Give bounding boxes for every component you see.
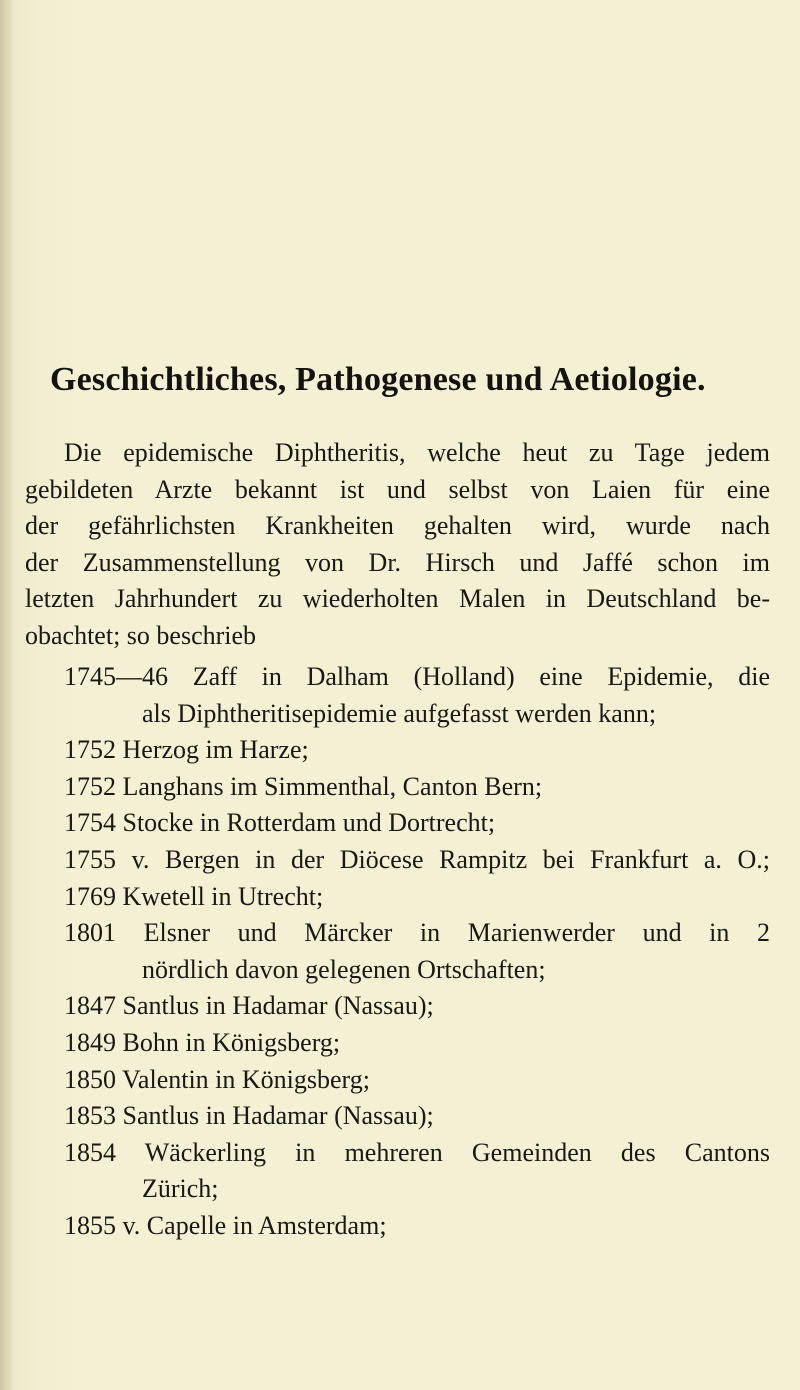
list-item	[64, 1062, 770, 1099]
entry-continuation: Zürich;	[142, 1174, 219, 1204]
page-binding-edge	[0, 0, 14, 1390]
entry-text: 1855 v. Capelle in Amsterdam;	[64, 1210, 387, 1240]
paragraph-line: der gefährlichsten Krankheiten gehalten wird, wurde nach	[25, 511, 770, 540]
entry-text: 1754 Stocke in Rotterdam und Dortrecht;	[64, 808, 496, 838]
list-item	[64, 805, 770, 842]
entry-continuation: als Diphtheritisepidemie aufgefasst werden kann;	[142, 698, 657, 728]
entry-text: 1854 Wäckerling in mehreren Gemeinden des Cantons	[64, 1137, 770, 1167]
list-item	[64, 915, 770, 988]
list-item	[64, 732, 770, 769]
paragraph-line: gebildeten Arzte bekannt ist und selbst von Laien für eine	[25, 474, 770, 504]
list-item	[64, 1135, 770, 1208]
entry-text: 1847 Santlus in Hadamar (Nassau);	[64, 991, 434, 1021]
entry-text: 1853 Santlus in Hadamar (Nassau);	[64, 1101, 434, 1131]
entry-text: 1850 Valentin in Königsberg;	[64, 1064, 370, 1094]
entry-text: 1801 Elsner und Märcker in Marienwerder und in 2	[64, 918, 770, 948]
section-heading: Geschichtliches, Pathogenese und Aetiologie.	[50, 361, 706, 398]
entry-text: 1752 Herzog im Harze;	[64, 735, 309, 765]
epidemic-chronology-list	[64, 659, 770, 1245]
list-item	[64, 659, 770, 732]
paragraph-line: der Zusammenstellung von Dr. Hirsch und Jaffé schon im	[25, 547, 770, 577]
paragraph-line: Die epidemische Diphtheritis, welche heut zu Tage jedem	[64, 438, 770, 467]
intro-paragraph	[25, 435, 770, 654]
paragraph-line: obachtet; so beschrieb	[25, 620, 257, 650]
list-item	[64, 879, 770, 916]
list-item	[64, 769, 770, 806]
list-item	[64, 988, 770, 1025]
entry-text: 1769 Kwetell in Utrecht;	[64, 881, 324, 911]
entry-text: 1755 v. Bergen in der Diöcese Rampitz bei Frankfurt a. O.;	[64, 844, 770, 874]
entry-text: 1745—46 Zaff in Dalham (Holland) eine Epidemie, die	[64, 662, 770, 691]
list-item	[64, 842, 770, 879]
list-item	[64, 1098, 770, 1135]
list-item	[64, 1025, 770, 1062]
list-item	[64, 1208, 770, 1245]
entry-continuation: nördlich davon gelegenen Ortschaften;	[142, 954, 546, 984]
paragraph-line: letzten Jahrhundert zu wiederholten Malen in Deutschland be-	[25, 584, 770, 613]
entry-text: 1752 Langhans im Simmenthal, Canton Bern;	[64, 771, 543, 801]
entry-text: 1849 Bohn in Königsberg;	[64, 1027, 341, 1057]
